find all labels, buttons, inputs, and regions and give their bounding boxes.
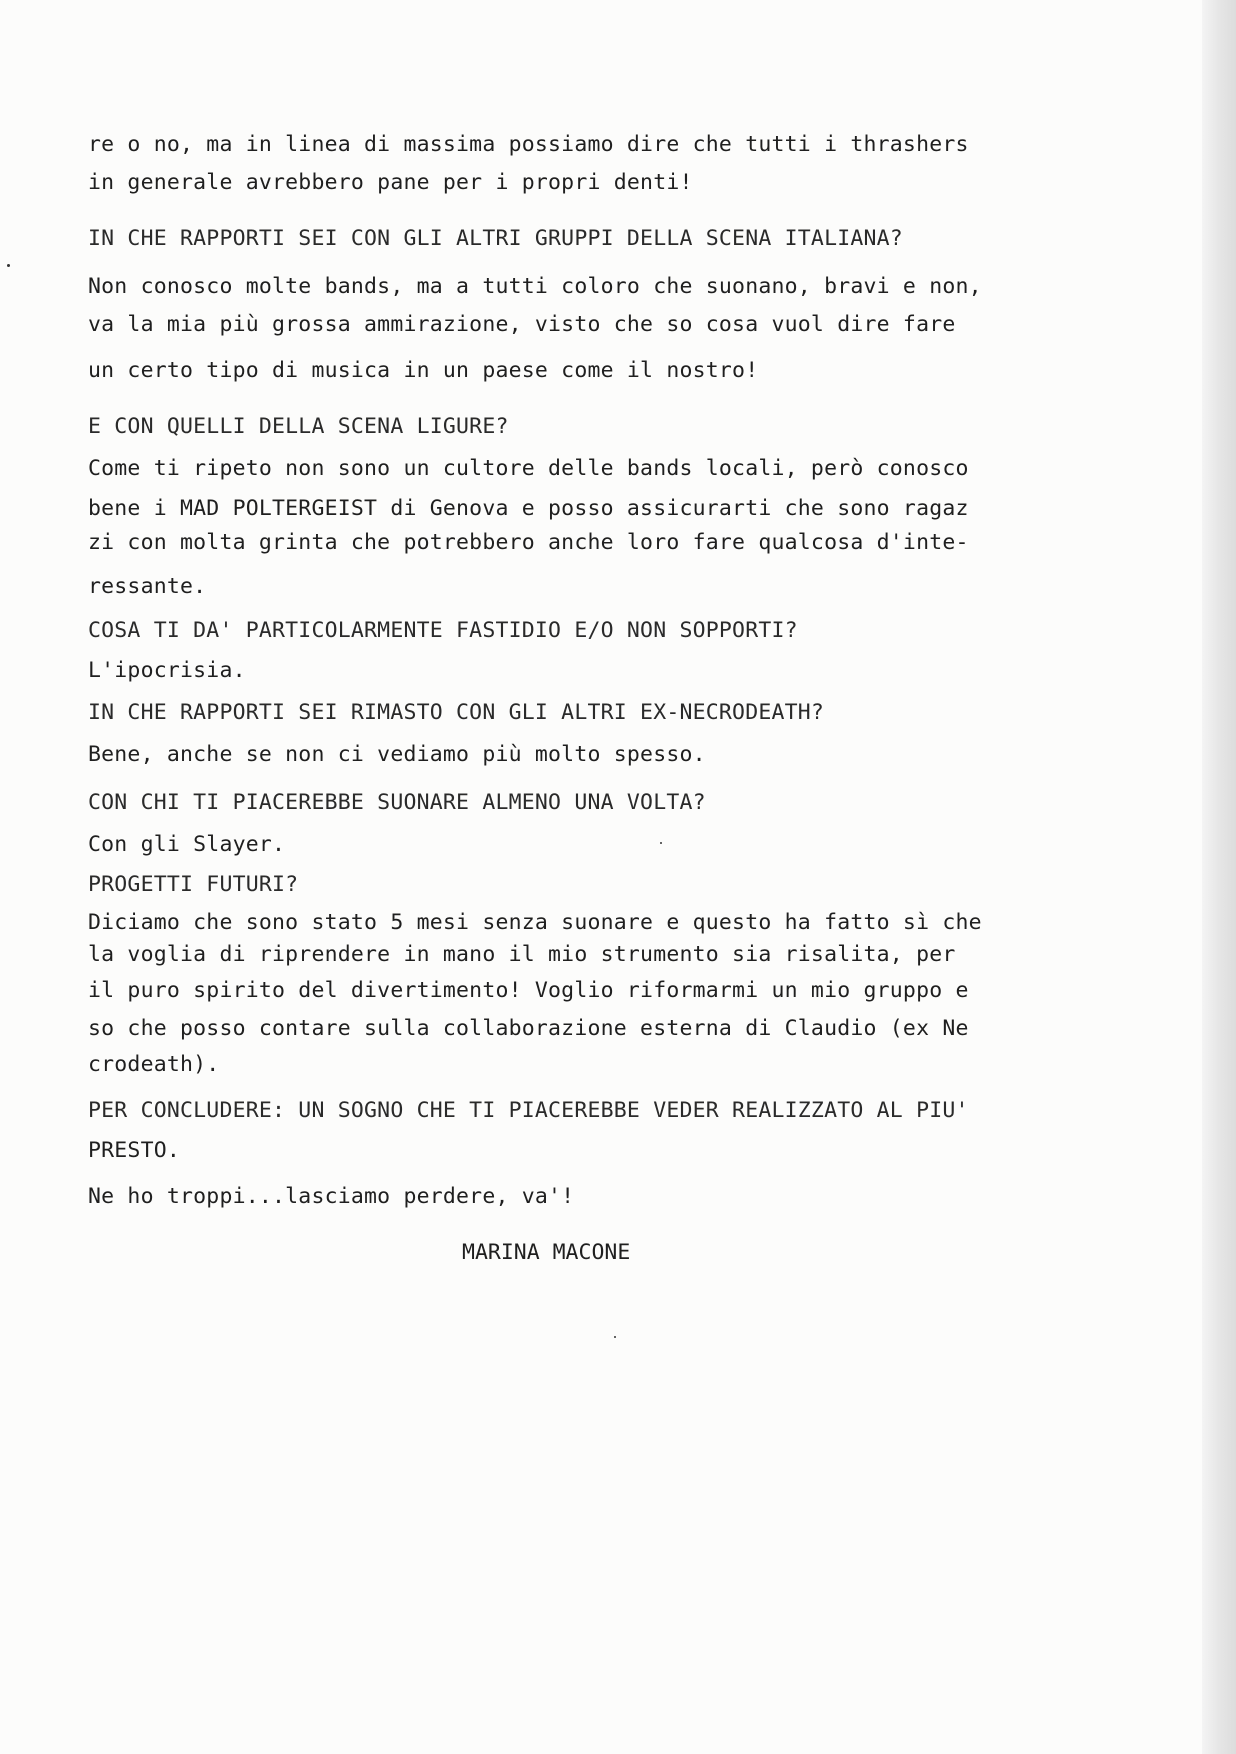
question-line: IN CHE RAPPORTI SEI RIMASTO CON GLI ALTRI EX-NECRODEATH? <box>88 700 825 725</box>
scan-speck <box>614 1336 616 1338</box>
text-line: Bene, anche se non ci vediamo più molto spesso. <box>88 742 706 767</box>
scan-speck <box>7 264 10 267</box>
text-line: re o no, ma in linea di massima possiamo dire che tutti i thrashers <box>88 132 969 157</box>
question-line: E CON QUELLI DELLA SCENA LIGURE? <box>88 414 509 439</box>
text-line: Diciamo che sono stato 5 mesi senza suonare e questo ha fatto sì che <box>88 910 982 935</box>
text-line: so che posso contare sulla collaborazione esterna di Claudio (ex Ne <box>88 1016 969 1041</box>
author-signature: MARINA MACONE <box>462 1240 631 1265</box>
text-line: zi con molta grinta che potrebbero anche loro fare qualcosa d'inte- <box>88 530 969 555</box>
text-line: L'ipocrisia. <box>88 658 246 683</box>
question-line: PER CONCLUDERE: UN SOGNO CHE TI PIACEREBBE VEDER REALIZZATO AL PIU' <box>88 1098 969 1123</box>
question-line: CON CHI TI PIACEREBBE SUONARE ALMENO UNA VOLTA? <box>88 790 706 815</box>
text-line: Come ti ripeto non sono un cultore delle bands locali, però conosco <box>88 456 969 481</box>
text-line: va la mia più grossa ammirazione, visto che so cosa vuol dire fare <box>88 312 956 337</box>
text-line: la voglia di riprendere in mano il mio strumento sia risalita, per <box>88 942 956 967</box>
text-line: il puro spirito del divertimento! Voglio riformarmi un mio gruppo e <box>88 978 969 1003</box>
text-line: bene i MAD POLTERGEIST di Genova e posso assicurarti che sono ragaz <box>88 496 969 521</box>
text-line: PRESTO. <box>88 1138 181 1163</box>
scan-speck <box>660 842 662 844</box>
question-line: PROGETTI FUTURI? <box>88 872 299 897</box>
text-line: ressante. <box>88 574 207 599</box>
text-line: Con gli Slayer. <box>88 832 286 857</box>
text-line: Ne ho troppi...lasciamo perdere, va'! <box>88 1184 575 1209</box>
text-line: in generale avrebbero pane per i propri denti! <box>88 170 693 195</box>
page-edge-shadow <box>1202 0 1236 1754</box>
text-line: Non conosco molte bands, ma a tutti coloro che suonano, bravi e non, <box>88 274 982 299</box>
question-line: IN CHE RAPPORTI SEI CON GLI ALTRI GRUPPI DELLA SCENA ITALIANA? <box>88 226 903 251</box>
text-line: un certo tipo di musica in un paese come il nostro! <box>88 358 759 383</box>
text-line: crodeath). <box>88 1052 220 1077</box>
question-line: COSA TI DA' PARTICOLARMENTE FASTIDIO E/O NON SOPPORTI? <box>88 618 798 643</box>
